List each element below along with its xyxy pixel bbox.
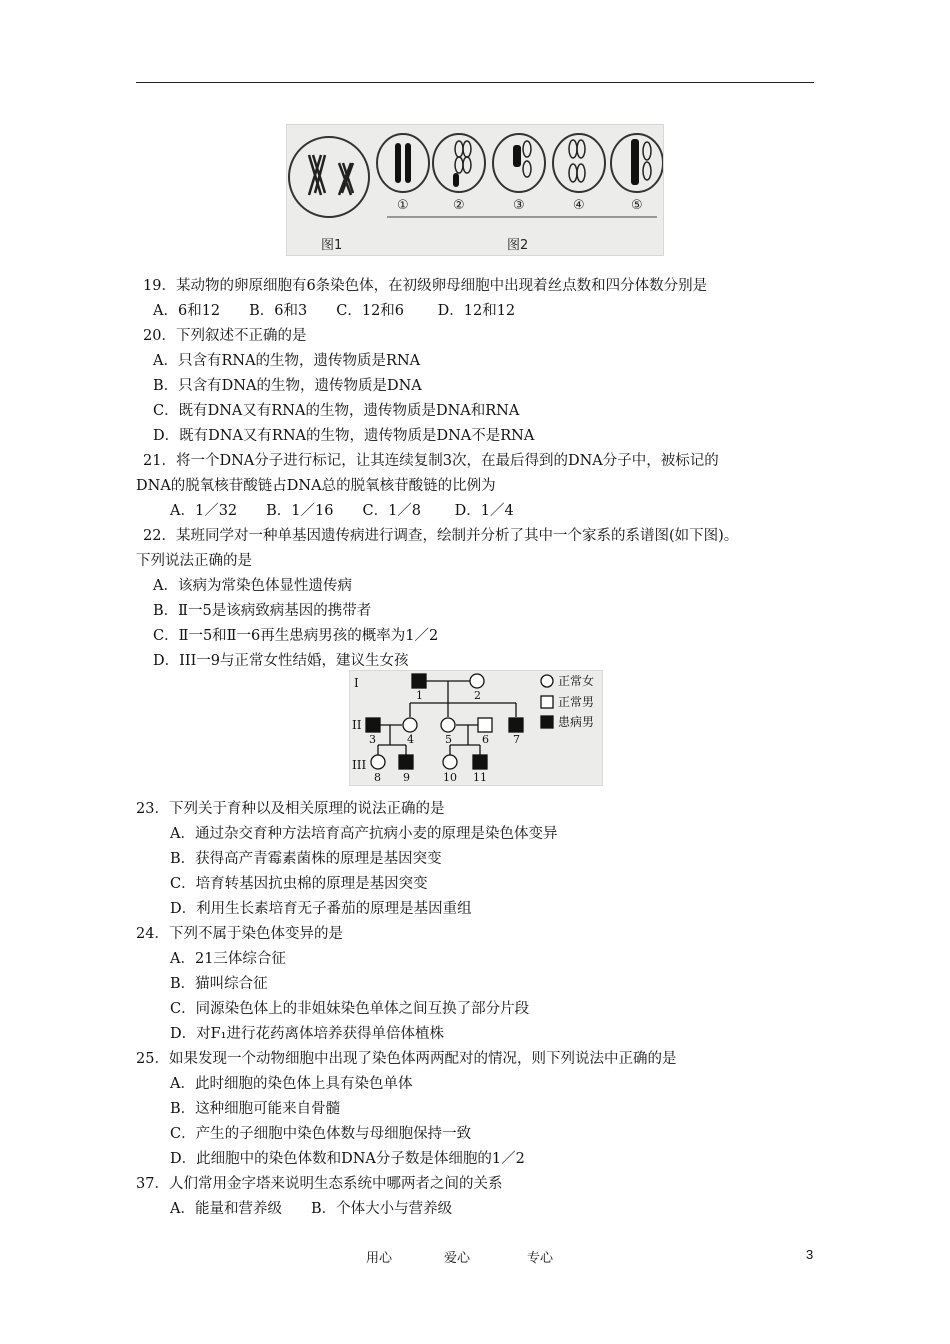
pedigree-number-5: 5 bbox=[445, 733, 452, 746]
question-21-options: A．1／32 B．1／16 C．1／8 D．1／4 bbox=[170, 503, 514, 519]
question-25-option-d: D．此细胞中的染色体数和DNA分子数是体细胞的1／2 bbox=[170, 1151, 525, 1167]
question-22-option-a: A．该病为常染色体显性遗传病 bbox=[153, 578, 352, 594]
pedigree-number-4: 4 bbox=[407, 733, 414, 746]
question-20-option-b: B．只含有DNA的生物，遗传物质是DNA bbox=[153, 378, 422, 394]
cell-number-5: ⑤ bbox=[631, 198, 643, 213]
pedigree-number-1: 1 bbox=[416, 689, 423, 702]
question-20-option-c: C．既有DNA又有RNA的生物，遗传物质是DNA和RNA bbox=[153, 403, 520, 419]
footer-word-2: 爱心 bbox=[444, 1251, 471, 1266]
question-37-stem: 37．人们常用金字塔来说明生态系统中哪两者之间的关系 bbox=[136, 1176, 503, 1192]
question-22-option-d: D．III一9与正常女性结婚，建议生女孩 bbox=[153, 653, 409, 669]
question-21-stem-cont: DNA的脱氧核苷酸链占DNA总的脱氧核苷酸链的比例为 bbox=[136, 478, 496, 494]
pedigree-number-7: 7 bbox=[513, 733, 520, 746]
legend-normal-female: 正常女 bbox=[558, 674, 595, 688]
question-20-stem: 20．下列叙述不正确的是 bbox=[143, 328, 307, 344]
question-23-option-c: C．培育转基因抗虫棉的原理是基因突变 bbox=[170, 876, 428, 892]
legend-affected-male: 患病男 bbox=[558, 715, 595, 729]
question-23-option-a: A．通过杂交育种方法培育高产抗病小麦的原理是染色体变异 bbox=[170, 826, 558, 842]
question-24-stem: 24．下列不属于染色体变异的是 bbox=[136, 926, 343, 942]
question-22-stem: 22．某班同学对一种单基因遗传病进行调查，绘制并分析了其中一个家系的系谱图(如下图)。 bbox=[143, 528, 739, 544]
question-19-options: A．6和12 B．6和3 C．12和6 D．12和12 bbox=[153, 303, 516, 319]
cell-number-2: ② bbox=[453, 198, 465, 213]
question-22-stem-cont: 下列说法正确的是 bbox=[136, 553, 252, 569]
pedigree-chart bbox=[349, 670, 603, 786]
cell-number-4: ④ bbox=[573, 198, 585, 213]
gen-label-1: I bbox=[354, 676, 359, 690]
question-22-option-b: B．Ⅱ一5是该病致病基因的携带者 bbox=[153, 603, 372, 619]
pedigree-number-11: 11 bbox=[473, 771, 487, 784]
pedigree-number-2: 2 bbox=[474, 689, 481, 702]
question-22-option-c: C．Ⅱ一5和Ⅱ一6再生患病男孩的概率为1／2 bbox=[153, 628, 439, 644]
header-rule bbox=[136, 82, 814, 83]
question-20-option-d: D．既有DNA又有RNA的生物，遗传物质是DNA不是RNA bbox=[153, 428, 535, 444]
question-37-options: A．能量和营养级 B．个体大小与营养级 bbox=[170, 1201, 453, 1217]
pedigree-svg bbox=[350, 671, 602, 785]
gen-label-2: II bbox=[352, 718, 362, 732]
question-21-stem: 21．将一个DNA分子进行标记，让其连续复制3次，在最后得到的DNA分子中，被标记的 bbox=[143, 453, 719, 469]
pedigree-number-3: 3 bbox=[369, 733, 376, 746]
question-20-option-a: A．只含有RNA的生物，遗传物质是RNA bbox=[153, 353, 421, 369]
chromosome-figure-svg bbox=[287, 125, 663, 255]
footer-word-3: 专心 bbox=[527, 1251, 554, 1266]
cell-number-1: ① bbox=[397, 198, 409, 213]
pedigree-number-9: 9 bbox=[403, 771, 410, 784]
question-25-stem: 25．如果发现一个动物细胞中出现了染色体两两配对的情况，则下列说法中正确的是 bbox=[136, 1051, 677, 1067]
page-number: 3 bbox=[806, 1247, 814, 1262]
question-24-option-c: C．同源染色体上的非姐妹染色单体之间互换了部分片段 bbox=[170, 1001, 530, 1017]
legend-normal-male: 正常男 bbox=[558, 695, 595, 709]
pedigree-number-10: 10 bbox=[443, 771, 457, 784]
question-23-option-d: D．利用生长素培育无子番茄的原理是基因重组 bbox=[170, 901, 472, 917]
question-23-stem: 23．下列关于育种以及相关原理的说法正确的是 bbox=[136, 801, 445, 817]
pedigree-number-8: 8 bbox=[374, 771, 381, 784]
question-23-option-b: B．获得高产青霉素菌株的原理是基因突变 bbox=[170, 851, 442, 867]
figure1-caption: 图1 bbox=[321, 238, 343, 253]
cell-number-3: ③ bbox=[513, 198, 525, 213]
question-24-option-a: A．21三体综合征 bbox=[170, 951, 286, 967]
footer-word-1: 用心 bbox=[366, 1251, 393, 1266]
chromosome-figure bbox=[286, 124, 664, 256]
question-25-option-a: A．此时细胞的染色体上具有染色单体 bbox=[170, 1076, 413, 1092]
question-25-option-c: C．产生的子细胞中染色体数与母细胞保持一致 bbox=[170, 1126, 472, 1142]
gen-label-3: III bbox=[352, 758, 367, 772]
figure2-caption: 图2 bbox=[507, 238, 529, 253]
question-19-stem: 19．某动物的卵原细胞有6条染色体，在初级卵母细胞中出现着丝点数和四分体数分别是 bbox=[143, 278, 708, 294]
question-24-option-d: D．对F₁进行花药离体培养获得单倍体植株 bbox=[170, 1026, 444, 1042]
question-25-option-b: B．这种细胞可能来自骨髓 bbox=[170, 1101, 341, 1117]
pedigree-number-6: 6 bbox=[482, 733, 489, 746]
question-24-option-b: B．猫叫综合征 bbox=[170, 976, 268, 992]
